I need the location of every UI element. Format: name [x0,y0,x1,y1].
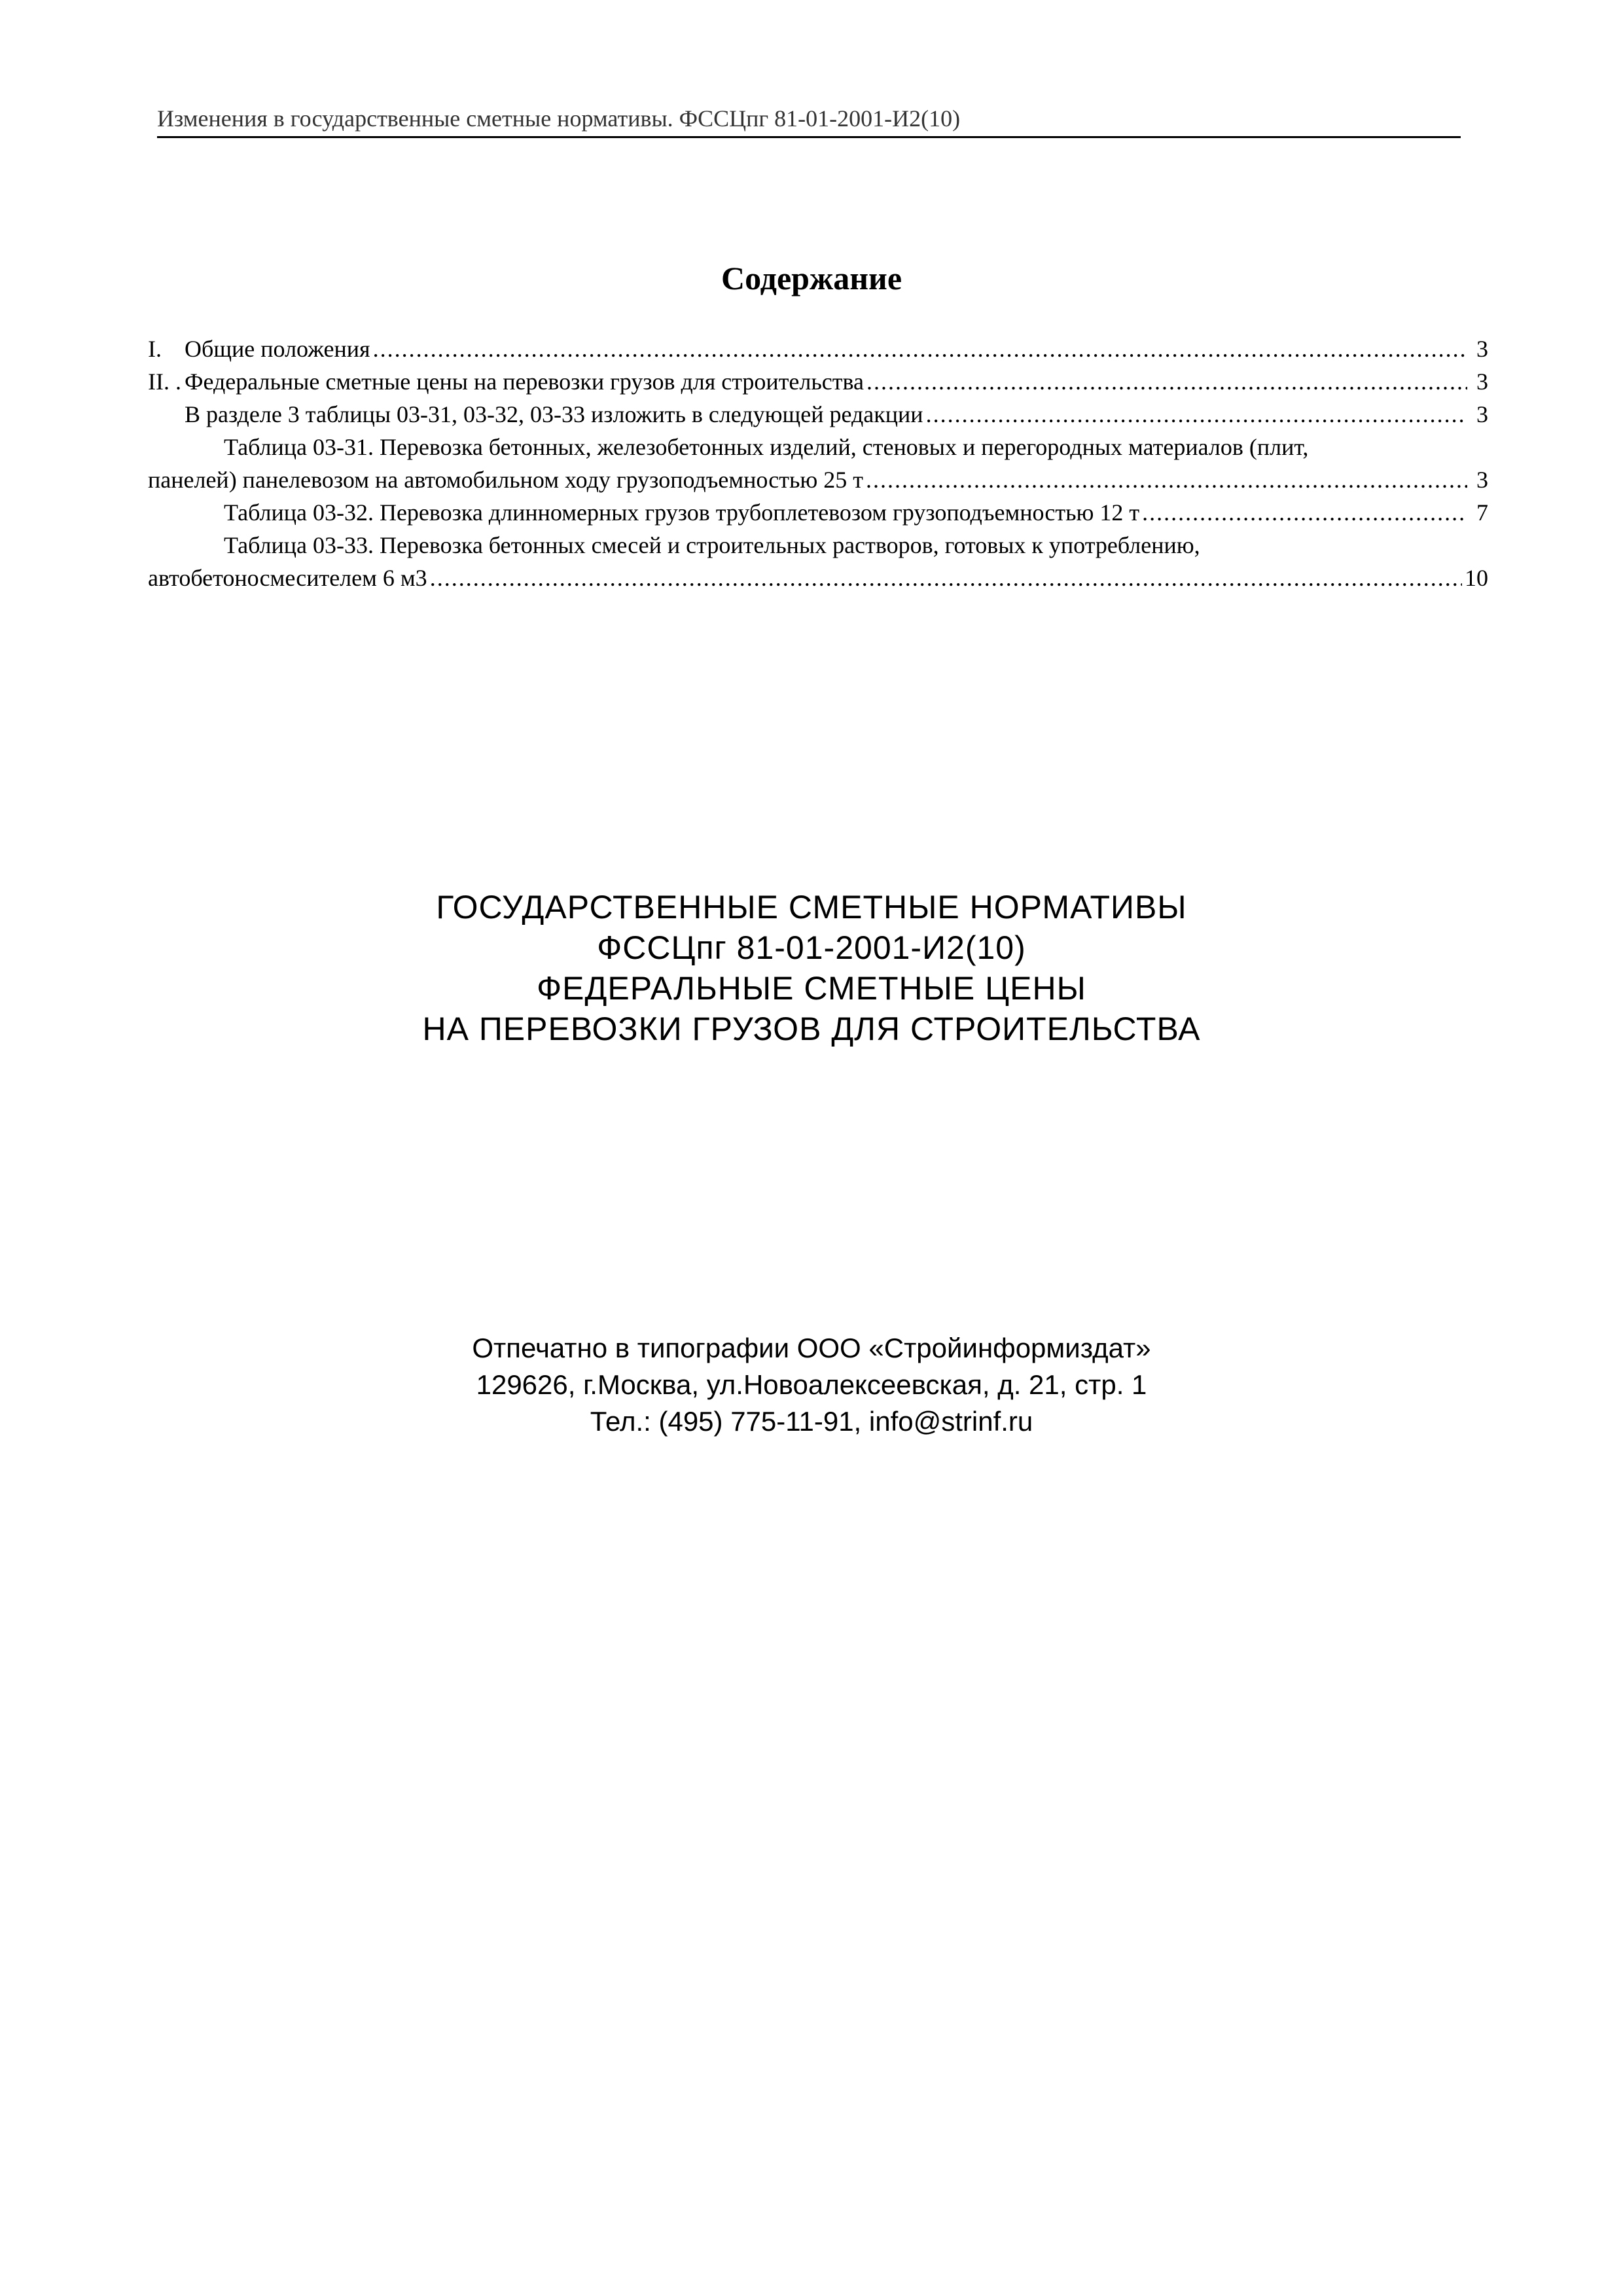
toc-entry[interactable] [148,496,1488,529]
toc-page-number: 3 [1476,368,1488,395]
printer-imprint [0,1330,1623,1440]
toc-page-number: 10 [1465,565,1488,591]
toc-leader-dots [926,398,1467,431]
toc-leader-dots [866,463,1467,496]
running-header-text: Изменения в государственные сметные нормативы. ФССЦпг 81-01-2001-И2(10) [157,105,961,132]
toc-entry[interactable] [148,398,1488,431]
toc-entry-line2 [148,463,1488,496]
toc-leader-dots [373,332,1467,365]
table-of-contents [148,332,1488,594]
toc-entry[interactable] [148,332,1488,365]
toc-leader-dots [1142,496,1467,529]
toc-entry[interactable] [148,529,1488,594]
toc-page-number: 3 [1476,467,1488,493]
toc-entry[interactable] [148,365,1488,398]
toc-page-number: 3 [1476,401,1488,427]
toc-entry-text: В разделе 3 таблицы 03-31, 03-32, 03-33 изложить в следующей редакции [185,401,923,427]
toc-entry-text: Федеральные сметные цены на перевозки грузов для строительства [185,368,865,395]
toc-title: Содержание [721,260,902,296]
imprint-address: 129626, г.Москва, ул.Новоалексеевская, д. 21, стр. 1 [476,1369,1147,1400]
toc-entry-number: II. . [148,368,181,395]
toc-entry-text-line1: Таблица 03-31. Перевозка бетонных, железобетонных изделий, стеновых и перегородных материалов (плит, [224,434,1309,460]
toc-entry-text-line2: автобетоносмесителем 6 м3 [148,565,427,591]
document-title-line: ГОСУДАРСТВЕННЫЕ СМЕТНЫЕ НОРМАТИВЫ [436,889,1187,925]
toc-leader-dots [430,562,1462,594]
toc-entry-number: I. [148,336,162,362]
toc-entry-text-line1: Таблица 03-33. Перевозка бетонных смесей и строительных растворов, готовых к употреблению, [224,532,1200,558]
toc-entry-text-line2: панелей) панелевозом на автомобильном ходу грузоподъемностью 25 т [148,467,864,493]
toc-entry-label [148,365,864,398]
toc-entry-label [148,332,370,365]
document-title-line: НА ПЕРЕВОЗКИ ГРУЗОВ ДЛЯ СТРОИТЕЛЬСТВА [422,1011,1201,1047]
toc-page-number: 3 [1476,336,1488,362]
document-title-line: ФЕДЕРАЛЬНЫЕ СМЕТНЫЕ ЦЕНЫ [537,970,1086,1007]
toc-entry-text: Общие положения [185,336,370,362]
toc-entry-line2 [148,562,1488,594]
document-title-block [0,887,1623,1049]
document-title-line: ФССЦпг 81-01-2001-И2(10) [597,929,1026,966]
imprint-contacts: Тел.: (495) 775-11-91, info@strinf.ru [590,1406,1033,1437]
toc-leader-dots [866,365,1467,398]
toc-page-number: 7 [1476,499,1488,526]
imprint-printer: Отпечатно в типографии ООО «Стройинформиздат» [472,1333,1151,1363]
toc-entry[interactable] [148,431,1488,496]
running-header [157,103,1461,138]
toc-entry-text: Таблица 03-32. Перевозка длинномерных грузов трубоплетевозом грузоподъемностью 12 т [224,499,1140,526]
